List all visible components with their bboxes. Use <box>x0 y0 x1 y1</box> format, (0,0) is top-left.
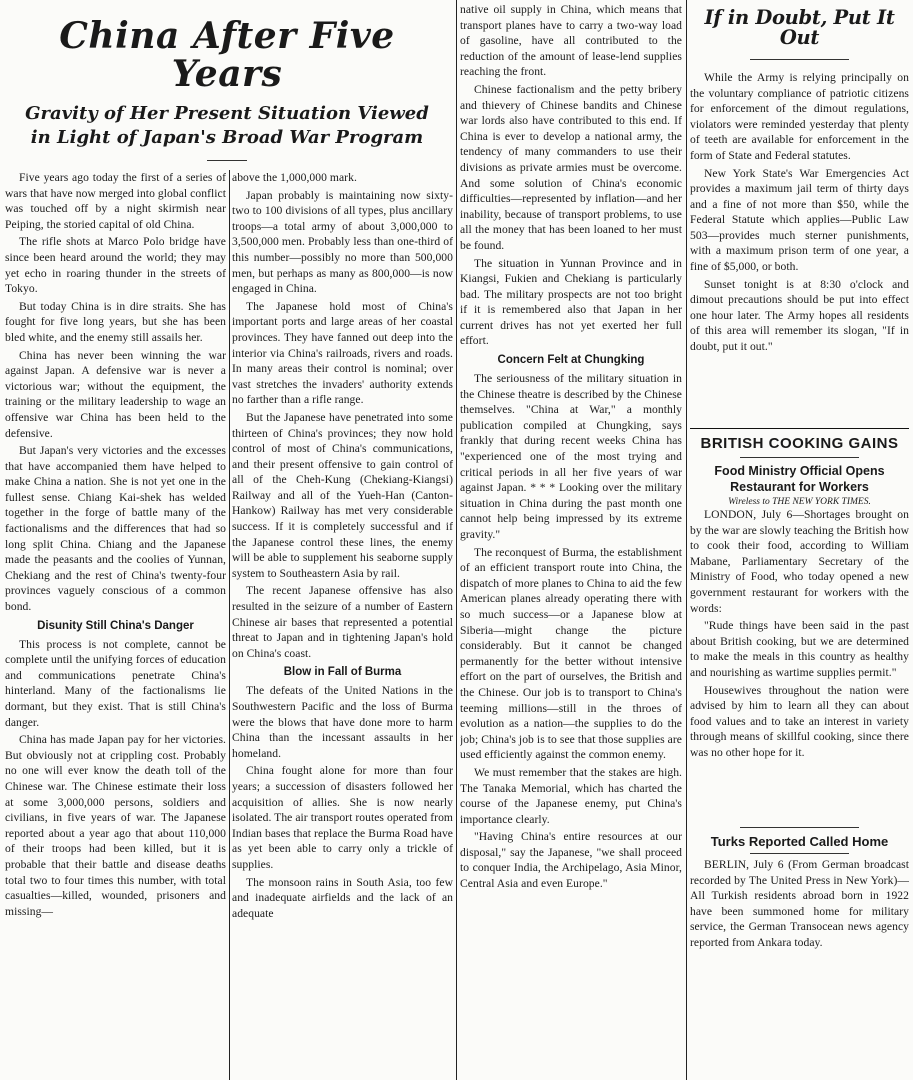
paragraph: The recent Japanese offensive has also resulted in the seizure of a number of Eastern Chinese air bases that represented a potential threat to Japan and in tightening Japan's hold on China's coast. <box>232 584 453 660</box>
paragraph: BERLIN, July 6 (From German broadcast recorded by The United Press in New York)—All Turkish residents abroad born in 1922 have been summoned home for military service, the German Transocean news agency reported from Ankara today. <box>690 858 909 949</box>
turks-title: Turks Reported Called Home <box>710 834 889 849</box>
paragraph: "Having China's entire resources at our disposal," say the Japanese, "we shall proceed to conquer India, the Archipelago, Asia Minor, Central Asia and even Europe." <box>460 830 682 891</box>
column-rule <box>229 170 230 1080</box>
paragraph: But Japan's very victories and the excesses that have accompanied them have helped to make China a nation. She is not yet one in the fullest sense. Chiang Kai-shek has welded together in the forge of battle many of the factionalisms and the differences that had so long split China. Chiang and the Japanese made the peasants and the coolies of Yunnan, Chekiang and the rest of China's twenty-four provinces vaguely conscious of a common bond. <box>5 444 226 614</box>
paragraph: Housewives throughout the nation were advised by him to learn all they can about food values and to take an interest in variety through means of skillful cooking, since there was no other hope for it. <box>690 683 909 759</box>
paragraph: But the Japanese have penetrated into some thirteen of China's provinces; they now hold control of most of China's communications, and their present offensive to gain control of all of the Cheh-Kung (Chekiang-Kiangsi) Railway and all of the Yueh-Han (Canton-Hankow) Railway has met very considerable success. If it is completely successful and if the Japanese control these lines, the enemy will be able to supplement his seaborne supply system to Southeastern Asia by rail. <box>232 410 453 580</box>
paragraph: But today China is in dire straits. She has fought for five long years, but she has been bled white, and the enemy still assails her. <box>5 299 226 344</box>
main-headline-block <box>4 0 450 168</box>
subhead-disunity: Disunity Still China's Danger <box>37 619 194 632</box>
paragraph: Chinese factionalism and the petty bribery and thievery of Chinese bandits and Chinese war lords also have contributed to this end. If China is ever to develop a national army, the tendency of many commanders to use their divisions as private armies must be overcome. And some solution of China's economic difficulties—represented by inflation—and her inability, because of transport problems, to use all the money that has been loaned to her must be found. <box>460 82 682 252</box>
cooking-title: BRITISH COOKING GAINS <box>700 435 899 452</box>
article-column-2 <box>232 170 453 1080</box>
paragraph: above the 1,000,000 mark. <box>232 171 357 184</box>
article-column-3 <box>460 2 682 1078</box>
cooking-credit: Wireless to THE NEW YORK TIMES. <box>728 497 871 507</box>
cooking-deck-line2: Restaurant for Workers <box>730 480 869 494</box>
paragraph: China has made Japan pay for her victories. But obviously not at crippling cost. Probably no one will ever know the death toll of the Chinese war. The Chinese estimate their loss at some 3,000,000 persons, soldiers and civilians, in five years of war. The Japanese reported about a year ago that about 110,000 of their troops had been killed, but it is probable that their battle and disease deaths total two to four times this number, with total casualties—killed, wounded, prisoners and missing— <box>5 733 226 918</box>
paragraph: New York State's War Emergencies Act provides a maximum jail term of thirty days and a fine of not more than $50, while the Federal Statute which applies—Public Law 503—provides much sterner punishments, with a maximum prison term of one year, a fine of $5,000, or both. <box>690 166 909 274</box>
turks-article <box>690 834 909 951</box>
paragraph: Sunset tonight is at 8:30 o'clock and dimout precautions should be put into effect one hour later. The Army hopes all residents of this area will remember its slogan, "If in doubt, put it out." <box>690 277 909 354</box>
paragraph: The defeats of the United Nations in the Southwestern Pacific and the loss of Burma were the blows that have done more to harm China than the incessant assaults in her homeland. <box>232 684 453 760</box>
subhead-burma: Blow in Fall of Burma <box>283 666 402 679</box>
cooking-article <box>690 429 909 823</box>
paragraph: Japan probably is maintaining now sixty-two to 100 divisions of all types, plus ancillary troops—a total army of about 3,000,000 to 3,500,000 men. Probably less than one-third of this number—possibly no more than 500,000 men, but perhaps as many as 800,000—is now engaged in China. <box>232 188 453 296</box>
side-column <box>690 2 909 1078</box>
paragraph: China fought alone for more than four years; a succession of disasters followed her acquisition of allies. She is now nearly isolated. The air transport routes operated from Indian bases that replace the Burma Road have as yet been able to carry only a trickle of supplies. <box>232 764 453 871</box>
paragraph: "Rude things have been said in the past about British cooking, but we are determined to make the meals in this country as healthy and nourishing as wartime supplies permit." <box>690 619 909 679</box>
article-column-1 <box>5 170 226 1080</box>
paragraph: This process is not complete, cannot be complete until the unifying forces of education and communications penetrate China's hinterland. Many of the factionalisms lie dormant, but they exist. That is still China's danger. <box>5 637 226 729</box>
main-deck-line1: Gravity of Her Present Situation Viewed <box>25 102 429 124</box>
paragraph: The reconquest of Burma, the establishment of an efficient transport route into China, the dispatch of more planes to China to aid the few American planes already operating there with so much success—or a Japanese blow at Siberia—might change the picture considerably. But it cannot be changed permanently for the better without intensive effort on the part of ourselves, the British and the Chinese. Our job is to transport to China's teeming millions—still in the throes of evolution as a nation—the supplies to do the job; China's job is to see that those supplies are used efficiently against the common enemy. <box>460 545 682 762</box>
paragraph: The situation in Yunnan Province and in Kiangsi, Fukien and Chekiang is particularly bad. The military prospects are not too bright if it is remembered also that Japan in her current drives has not yet exerted her full effort. <box>460 256 682 348</box>
paragraph: While the Army is relying principally on the voluntary compliance of patriotic citizens for enforcement of the dimout regulations, violators were reminded yesterday that plenty of teeth are available for enforcement in the form of State and Federal statutes. <box>690 70 909 162</box>
paragraph: Five years ago today the first of a series of wars that have now merged into global conflict was touched off by a night skirmish near Peiping, the storied capital of old China. <box>5 171 226 231</box>
cooking-deck-line1: Food Ministry Official Opens <box>714 464 885 478</box>
paragraph: China has never been winning the war against Japan. A defensive war is never a victorious war; without the equipment, the training or the military leadership to wage an offensive war China has been held to the defensive. <box>5 348 226 440</box>
subhead-chungking: Concern Felt at Chungking <box>497 354 645 367</box>
main-headline: China After Five Years <box>59 15 395 95</box>
paragraph: native oil supply in China, which means that transport planes have to carry a two-way load of gasoline, have all contributed to the reduction of the amount of lease-lend supplies reaching the front. <box>460 3 682 79</box>
paragraph: The seriousness of the military situation in the Chinese theatre is described by the Chinese themselves. "China at War," a monthly publication compiled at Chungking, says frankly that during recent weeks China has "experienced one of the most trying and critical periods in all her five years of war against Japan. * * * Looking over the military situation in China during the past month one cannot help being impressed by its extreme gravity." <box>460 372 682 541</box>
paragraph: We must remember that the stakes are high. The Tanaka Memorial, which has charted the course of the Japanese enemy, put China's importance clearly. <box>460 765 682 826</box>
column-rule <box>456 0 457 1080</box>
paragraph: LONDON, July 6—Shortages brought on by the war are slowly teaching the British how to cook their food, according to William Mabane, Parliamentary Secretary of the Ministry of Food, who today opened a new government restaurant for workers with the words: <box>690 508 909 615</box>
doubt-article <box>690 2 909 428</box>
main-deck-line2: in Light of Japan's Broad War Program <box>30 126 424 148</box>
paragraph: The Japanese hold most of China's important ports and large areas of her coastal provinces. They have fanned out deep into the interior via China's railroads, rivers and roads. In many areas their control is nominal; over vast stretches the invaders' authority extends no farther than a rifle range. <box>232 299 453 407</box>
paragraph: The monsoon rains in South Asia, too few and inadequate airfields and the lack of an adequate <box>232 875 453 920</box>
column-rule <box>686 0 687 1080</box>
doubt-headline: If in Doubt, Put It Out <box>704 6 895 50</box>
paragraph: The rifle shots at Marco Polo bridge have since been heard around the world; they may yet echo in roaring thunder in the streets of Tokyo. <box>5 235 226 296</box>
